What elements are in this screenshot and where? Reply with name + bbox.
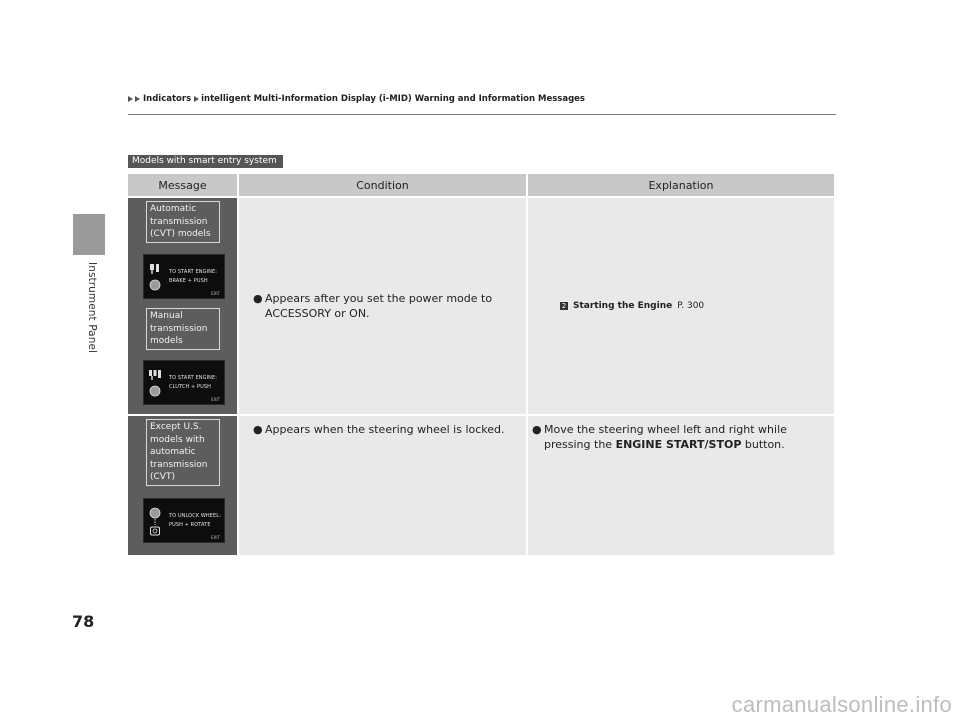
screen-line-2: BRAKE + PUSH <box>169 278 208 284</box>
side-section-label: Instrument Panel <box>86 262 98 354</box>
breadcrumb-arrow-icon <box>135 96 140 102</box>
table-row <box>128 198 834 414</box>
explanation-text <box>544 422 828 452</box>
screen-line-2: CLUTCH + PUSH <box>169 384 211 390</box>
watermark: carmanualsonline.info <box>731 692 952 717</box>
model-note-automatic: Automatic transmission (CVT) models <box>146 201 220 243</box>
header-rule <box>128 114 836 115</box>
header-explanation: Explanation <box>528 174 834 196</box>
brake-pedal-icon <box>149 263 161 293</box>
screen-exit-label: EXIT <box>211 291 220 296</box>
explanation-cell <box>528 416 834 555</box>
header-message: Message <box>128 174 237 196</box>
message-cell <box>128 198 237 414</box>
breadcrumb-arrow-icon <box>128 96 133 102</box>
messages-table <box>126 172 836 557</box>
screen-line-1: TO UNLOCK WHEEL: <box>169 513 221 519</box>
page-number: 78 <box>72 612 95 631</box>
display-screen-start-brake <box>143 254 225 299</box>
display-screen-unlock-wheel <box>143 498 225 543</box>
reference-title: Starting the Engine <box>573 301 673 311</box>
condition-cell <box>239 198 526 414</box>
breadcrumb <box>128 94 585 104</box>
model-note-except-us: Except U.S. models with automatic transmission (CVT) <box>146 419 220 486</box>
screen-line-2: PUSH + ROTATE <box>169 522 211 528</box>
screen-exit-label: EXIT <box>211 535 220 540</box>
screen-exit-label: EXIT <box>211 397 220 402</box>
table-row <box>128 416 834 555</box>
condition-text: Appears when the steering wheel is locked. <box>265 423 505 436</box>
explanation-text-start: Move the steering wheel left and right while pressing the <box>544 423 787 451</box>
explanation-bullet-item <box>532 422 828 452</box>
bullet-icon: ● <box>253 423 263 436</box>
cross-reference-link[interactable] <box>528 301 834 311</box>
steering-lock-icon <box>149 507 161 537</box>
clutch-pedal-icon <box>149 369 161 399</box>
reference-page: P. 300 <box>677 301 705 311</box>
condition-text: Appears after you set the power mode to ACCESSORY or ON. <box>265 292 493 320</box>
header-condition: Condition <box>239 174 526 196</box>
bullet-icon: ● <box>253 292 263 305</box>
condition-cell <box>239 416 526 555</box>
condition-bullet-item <box>253 422 526 437</box>
explanation-cell <box>528 198 834 414</box>
screen-line-1: TO START ENGINE: <box>169 269 218 275</box>
section-tab-marker <box>73 214 105 255</box>
screen-line-1: TO START ENGINE: <box>169 375 218 381</box>
section-tag: Models with smart entry system <box>128 155 283 168</box>
display-screen-start-clutch <box>143 360 225 405</box>
explanation-text-end: button. <box>744 438 785 451</box>
breadcrumb-item-imid[interactable]: intelligent Multi-Information Display (i-MID) Warning and Information Messages <box>201 94 585 104</box>
condition-bullet-item <box>253 291 526 321</box>
model-note-manual: Manual transmission models <box>146 308 220 350</box>
message-cell <box>128 416 237 555</box>
breadcrumb-arrow-icon <box>194 96 199 102</box>
breadcrumb-item-indicators[interactable]: Indicators <box>143 94 192 104</box>
reference-arrow-icon: 2 <box>561 302 567 310</box>
bullet-icon: ● <box>532 423 542 436</box>
table-header-row <box>128 174 834 196</box>
engine-start-stop-label: ENGINE START/STOP <box>615 438 742 451</box>
